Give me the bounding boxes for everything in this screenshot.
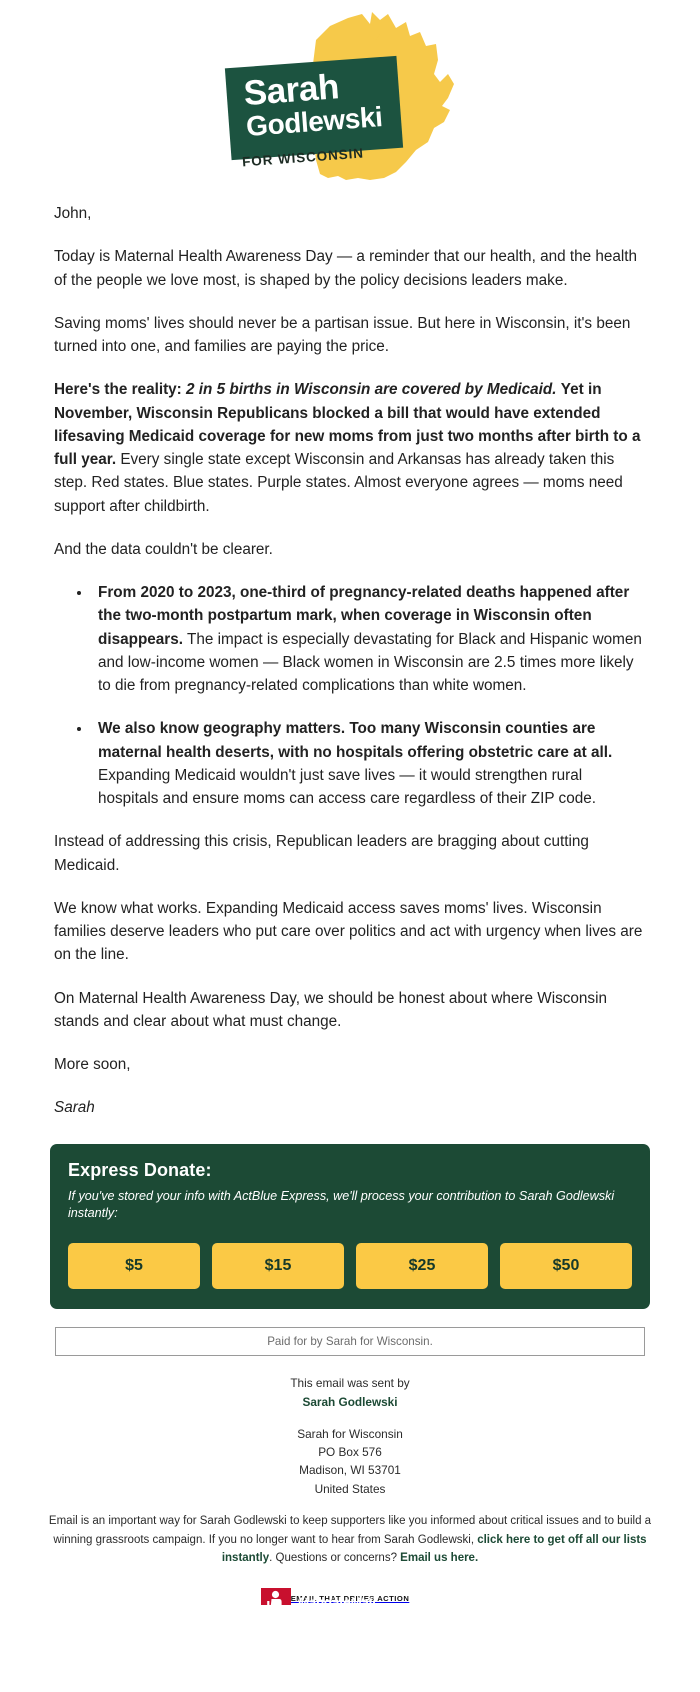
sender-name: Sarah Godlewski <box>302 1394 398 1409</box>
mandatemail-logo[interactable] <box>288 1588 412 1606</box>
donate-amount-15-button[interactable]: $15 <box>212 1243 344 1289</box>
unsubscribe-link[interactable]: click here to get off all our lists instantly <box>221 1533 647 1565</box>
closing-line: More soon, <box>54 1056 131 1073</box>
address-line-2: Madison, WI 53701 <box>299 1463 401 1478</box>
list-item <box>92 717 646 810</box>
email-header <box>0 0 700 196</box>
donate-amount-row <box>68 1243 632 1289</box>
reality-detail: Yet in November, Wisconsin Republicans blocked a bill that would have extended lifesaving Medicaid coverage for new moms from just two months after birth to a full year. <box>54 381 641 468</box>
express-donate-subtitle: If you've stored your info with ActBlue Express, we'll process your contribution to Sarah Godlewski instantly: <box>68 1188 615 1221</box>
paragraph-3 <box>54 378 646 518</box>
mailing-address <box>44 1425 656 1498</box>
legal-part-1: Email is an important way for Sarah Godlewski to keep supporters like you informed about critical issues and to build a winning grassroots campaign. If you no longer want to hear from Sarah Godlewski, <box>48 1514 652 1546</box>
paid-for-disclaimer: Paid for by Sarah for Wisconsin. <box>55 1327 645 1356</box>
data-points-list <box>54 581 646 810</box>
paragraph-6: We know what works. Expanding Medicaid access saves moms' lives. Wisconsin families deserve leaders who put care over politics and act with urgency when lives are on the line. <box>54 899 643 964</box>
legal-part-2: . Questions or concerns? <box>269 1552 397 1565</box>
logo-wordmark <box>225 56 403 160</box>
bullet-1-bold: From 2020 to 2023, one-third of pregnancy-related deaths happened after the two-month postpartum mark, when coverage in Wisconsin often disappears. <box>98 584 630 648</box>
bullet-1-rest: The impact is especially devastating for Black and Hispanic women and low-income women — Black women in Wisconsin are 2.5 times more likely to die from pregnancy-related complications than white women. <box>98 630 642 694</box>
list-item <box>92 581 646 697</box>
reality-lead: Here's the reality: <box>54 381 182 399</box>
bullet-2-rest: Expanding Medicaid wouldn't just save lives — it would strengthen rural hospitals and ensure moms can access care regardless of their ZIP code. <box>98 766 596 807</box>
letter-body <box>0 196 700 1120</box>
paragraph-7: On Maternal Health Awareness Day, we should be honest about where Wisconsin stands and clear about what must change. <box>54 989 607 1030</box>
paragraph-2: Saving moms' lives should never be a partisan issue. But here in Wisconsin, it's been turned into one, and families are paying the price. <box>54 314 631 355</box>
address-line-1: PO Box 576 <box>318 1445 382 1460</box>
paragraph-5: Instead of addressing this crisis, Republican leaders are bragging about cutting Medicaid. <box>54 833 589 874</box>
express-donate-title: Express Donate: <box>68 1159 212 1180</box>
donate-amount-50-button[interactable]: $50 <box>500 1243 632 1289</box>
signature: Sarah <box>54 1099 95 1117</box>
contact-us-link[interactable]: Email us here. <box>400 1552 479 1565</box>
donate-amount-5-button[interactable]: $5 <box>68 1243 200 1289</box>
paragraph-4: And the data couldn't be clearer. <box>54 540 273 558</box>
address-org: Sarah for Wisconsin <box>297 1426 403 1441</box>
express-donate-box <box>50 1144 650 1310</box>
legal-text <box>44 1512 656 1568</box>
mandatemail-section <box>0 1574 700 1632</box>
donate-amount-25-button[interactable]: $25 <box>356 1243 488 1289</box>
sent-by-label: This email was sent by <box>290 1376 410 1391</box>
paid-for-section <box>0 1309 700 1356</box>
paragraph-1: Today is Maternal Health Awareness Day — a reminder that our health, and the health of the people we love most, is shaped by the policy decisions leaders make. <box>54 248 638 289</box>
email-footer <box>0 1356 700 1574</box>
logo-last-name: Godlewski <box>245 101 384 142</box>
logo-first-name: Sarah <box>242 67 341 114</box>
reality-tail: Every single state except Wisconsin and Arkansas has already taken this step. Red states. Blue states. Purple states. Almost everyone agrees — moms need support after childbirth. <box>54 451 623 515</box>
campaign-logo[interactable] <box>220 10 480 185</box>
logo-tagline: FOR WISCONSIN <box>241 145 365 170</box>
bullet-2-bold: We also know geography matters. Too many Wisconsin counties are maternal health deserts, with no hospitals offering obstetric care at all. <box>98 720 613 761</box>
sent-by-block <box>44 1374 656 1411</box>
salutation: John, <box>54 205 92 222</box>
address-country: United States <box>314 1481 386 1496</box>
mandatemail-tagline: EMAIL THAT DRIVES ACTION <box>290 1593 410 1603</box>
express-donate-section <box>0 1140 700 1310</box>
reality-stat: 2 in 5 births in Wisconsin are covered by Medicaid. <box>186 381 557 399</box>
